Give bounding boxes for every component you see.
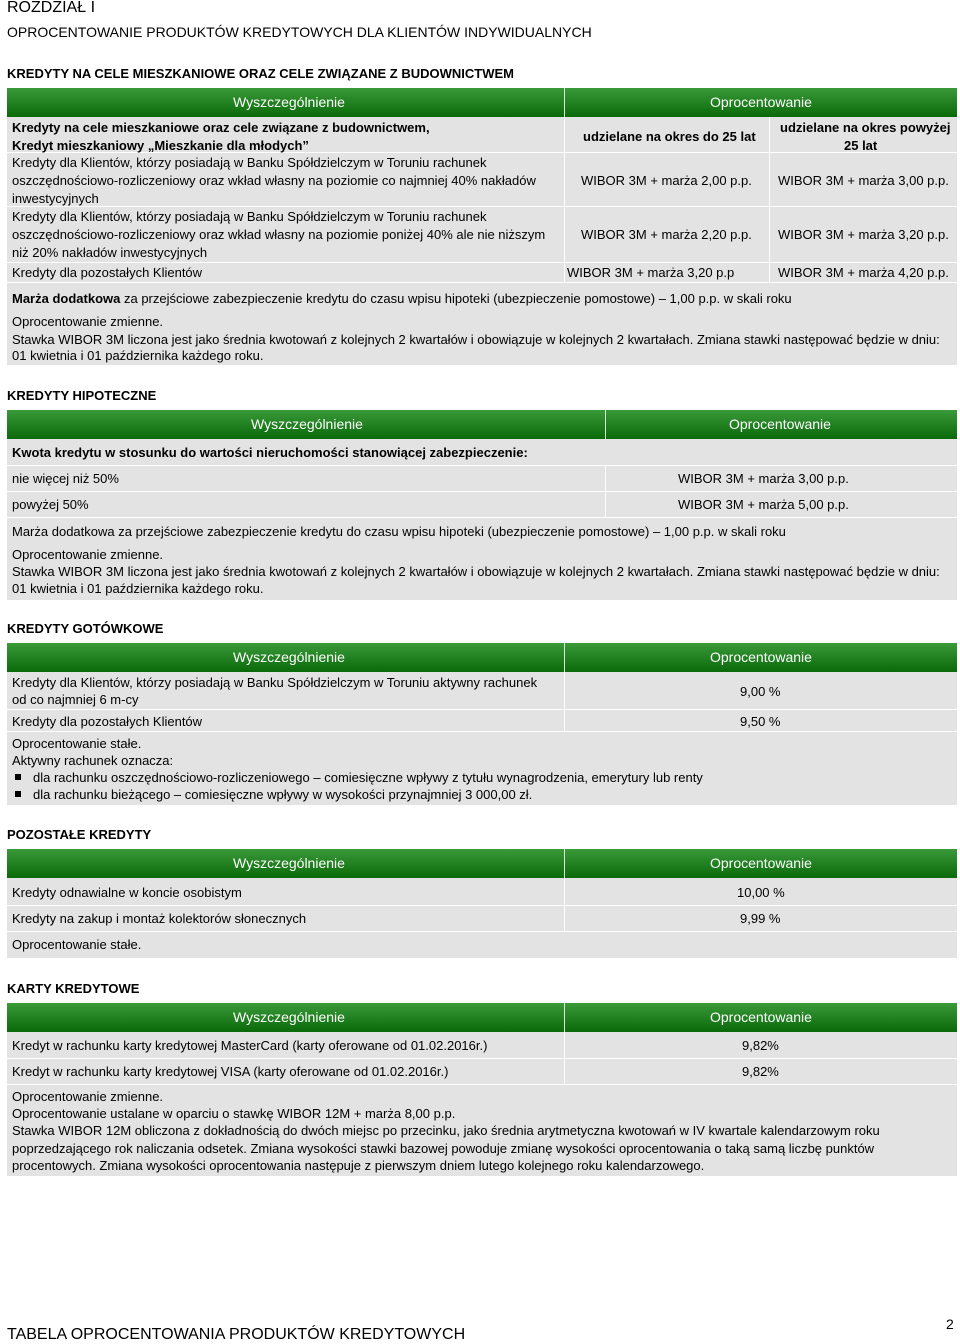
cards-row1-label: Kredyt w rachunku karty kredytowej MasterCard (karty oferowane od 01.02.2016r.) [12,1038,488,1053]
mortgage-note-wibor-line1: Stawka WIBOR 3M liczona jest jako średnia kwotowań z kolejnych 2 kwartałów i obowiązuje w kolejnych 2 kwartałach. Zmiana stawki następować będzie w dniu: [12,564,940,579]
row1-desc-line2: oszczędnościowo-rozliczeniowy oraz wkład własny na poziomie co najmniej 40% nakładów [12,173,536,188]
bullet-square-icon [15,774,21,780]
section-heading-cards: KARTY KREDYTOWE [7,981,140,996]
note-wibor-line2: 01 kwietnia i 01 października każdego roku. [12,348,264,363]
cash-row1-rate: 9,00 % [740,684,781,699]
column-header-rate: Oprocentowanie [710,1009,812,1025]
column-header-rate: Oprocentowanie [729,416,831,432]
cash-note-active: Aktywny rachunek oznacza: [12,753,174,768]
table-header-cash [7,643,957,672]
row3-rate-short: WIBOR 3M + marża 3,20 p.p [567,265,735,280]
mortgage-note-wibor-line2: 01 kwietnia i 01 października każdego roku. [12,581,264,596]
cash-row2-rate: 9,50 % [740,714,781,729]
column-header-rate: Oprocentowanie [710,94,812,110]
term-long-header-line2: 25 lat [844,138,878,153]
cards-row2-label: Kredyt w rachunku karty kredytowej VISA (karty oferowane od 01.02.2016r.) [12,1064,449,1079]
section-heading-other: POZOSTAŁE KREDYTY [7,827,152,842]
row3-rate-long: WIBOR 3M + marża 4,20 p.p. [778,265,949,280]
column-header-specification: Wyszczególnienie [233,855,345,871]
column-header-specification: Wyszczególnienie [233,94,345,110]
row3-desc: Kredyty dla pozostałych Klientów [12,265,203,280]
note-variable: Oprocentowanie zmienne. [12,314,164,329]
cards-note-line1: Stawka WIBOR 12M obliczona z dokładnością do dwóch miejsc po przecinku, jako średnia arytmetyczna kwotowań w IV kwartale kalendarzowym roku [12,1123,880,1138]
cards-note-base: Oprocentowanie ustalane w oparciu o stawkę WIBOR 12M + marża 8,00 p.p. [12,1106,456,1121]
table-header-other [7,849,957,878]
row1-rate-long: WIBOR 3M + marża 3,00 p.p. [778,173,949,188]
table-header-mortgage [7,410,957,439]
mortgage-row2-label: powyżej 50% [12,497,89,512]
chapter-label: ROZDZIAŁ I [7,0,96,16]
term-short-header: udzielane na okres do 25 lat [583,129,756,144]
product-line-1: Kredyty na cele mieszkaniowe oraz cele związane z budownictwem, [12,120,430,135]
column-header-specification: Wyszczególnienie [233,649,345,665]
bullet-square-icon [15,791,21,797]
row2-rate-short: WIBOR 3M + marża 2,20 p.p. [581,227,752,242]
cards-row2-rate: 9,82% [742,1064,779,1079]
mortgage-note-margin: Marża dodatkowa za przejściowe zabezpieczenie kredytu do czasu wpisu hipoteki (ubezpieczenie pomostowe) – 1,00 p.p. w skali roku [12,524,786,539]
mortgage-row2-rate: WIBOR 3M + marża 5,00 p.p. [678,497,849,512]
cash-row1-desc-line2: od co najmniej 6 m-cy [12,692,139,707]
cash-note-fixed: Oprocentowanie stałe. [12,736,142,751]
cash-bullet1: dla rachunku oszczędnościowo-rozliczeniowego – comiesięczne wpływy z tytułu wynagrodzenia, emerytury lub renty [33,770,703,785]
table-header-cards [7,1003,957,1032]
note-margin-text: za przejściowe zabezpieczenie kredytu do czasu wpisu hipoteki (ubezpieczenie pomostowe) – 1,00 p.p. w skali roku [120,291,792,306]
other-note-fixed: Oprocentowanie stałe. [12,937,142,952]
mortgage-row1-rate: WIBOR 3M + marża 3,00 p.p. [678,471,849,486]
section-heading-housing: KREDYTY NA CELE MIESZKANIOWE ORAZ CELE ZWIĄZANE Z BUDOWNICTWEM [7,66,514,81]
column-header-specification: Wyszczególnienie [251,416,363,432]
column-header-rate: Oprocentowanie [710,649,812,665]
row1-desc-line3: inwestycyjnych [12,191,99,206]
note-margin-bold: Marża dodatkowa [12,291,121,306]
column-header-specification: Wyszczególnienie [233,1009,345,1025]
row2-desc-line2: oszczędnościowo-rozliczeniowy oraz wkład własny na poziomie poniżej 40% ale nie niższym [12,227,546,242]
cards-note-variable: Oprocentowanie zmienne. [12,1089,164,1104]
row1-desc-line1: Kredyty dla Klientów, którzy posiadają w Banku Spółdzielczym w Toruniu rachunek [12,155,487,170]
mortgage-note-variable: Oprocentowanie zmienne. [12,547,164,562]
other-row1-rate: 10,00 % [737,885,785,900]
cash-row2-desc: Kredyty dla pozostałych Klientów [12,714,203,729]
cards-row1-rate: 9,82% [742,1038,779,1053]
table-header-housing [7,88,957,117]
row2-desc-line3: niż 20% nakładów inwestycyjnych [12,245,208,260]
section-heading-mortgage: KREDYTY HIPOTECZNE [7,388,157,403]
row2-desc-line1: Kredyty dla Klientów, którzy posiadają w Banku Spółdzielczym w Toruniu rachunek [12,209,487,224]
mortgage-subheading: Kwota kredytu w stosunku do wartości nieruchomości stanowiącej zabezpieczenie: [12,445,528,460]
document-title: OPROCENTOWANIE PRODUKTÓW KREDYTOWYCH DLA KLIENTÓW INDYWIDUALNYCH [7,24,592,40]
section-heading-cash: KREDYTY GOTÓWKOWE [7,621,164,636]
note-margin [12,290,792,307]
other-row2-label: Kredyty na zakup i montaż kolektorów słonecznych [12,911,307,926]
term-long-header-line1: udzielane na okres powyżej [780,120,951,135]
page-number: 2 [946,1316,954,1332]
column-header-rate: Oprocentowanie [710,855,812,871]
cash-row1-desc-line1: Kredyty dla Klientów, którzy posiadają w Banku Spółdzielczym w Toruniu aktywny rachunek [12,675,538,690]
row2-rate-long: WIBOR 3M + marża 3,20 p.p. [778,227,949,242]
product-line-2: Kredyt mieszkaniowy „Mieszkanie dla młodych” [12,138,309,153]
cards-note-line2: poprzedzającego rok naliczania odsetek. Zmiana wysokości stawki bazowej powoduje zmianę wysokości oprocentowania o taką samą liczbę punktów [12,1141,875,1156]
mortgage-row1-label: nie więcej niż 50% [12,471,119,486]
other-row2-rate: 9,99 % [740,911,781,926]
row1-rate-short: WIBOR 3M + marża 2,00 p.p. [581,173,752,188]
footer-title: TABELA OPROCENTOWANIA PRODUKTÓW KREDYTOWYCH [7,1326,466,1343]
cards-note-line3: procentowych. Zmiana wysokości oprocentowania następuje z pierwszym dniem lutego kolejnego roku kalendarzowego. [12,1158,705,1173]
note-wibor-line1: Stawka WIBOR 3M liczona jest jako średnia kwotowań z kolejnych 2 kwartałów i obowiązuje w kolejnych 2 kwartałach. Zmiana stawki następować będzie w dniu: [12,332,940,347]
cash-bullet2: dla rachunku bieżącego – comiesięczne wpływy w wysokości przynajmniej 3 000,00 zł. [33,787,533,802]
other-row1-label: Kredyty odnawialne w koncie osobistym [12,885,242,900]
